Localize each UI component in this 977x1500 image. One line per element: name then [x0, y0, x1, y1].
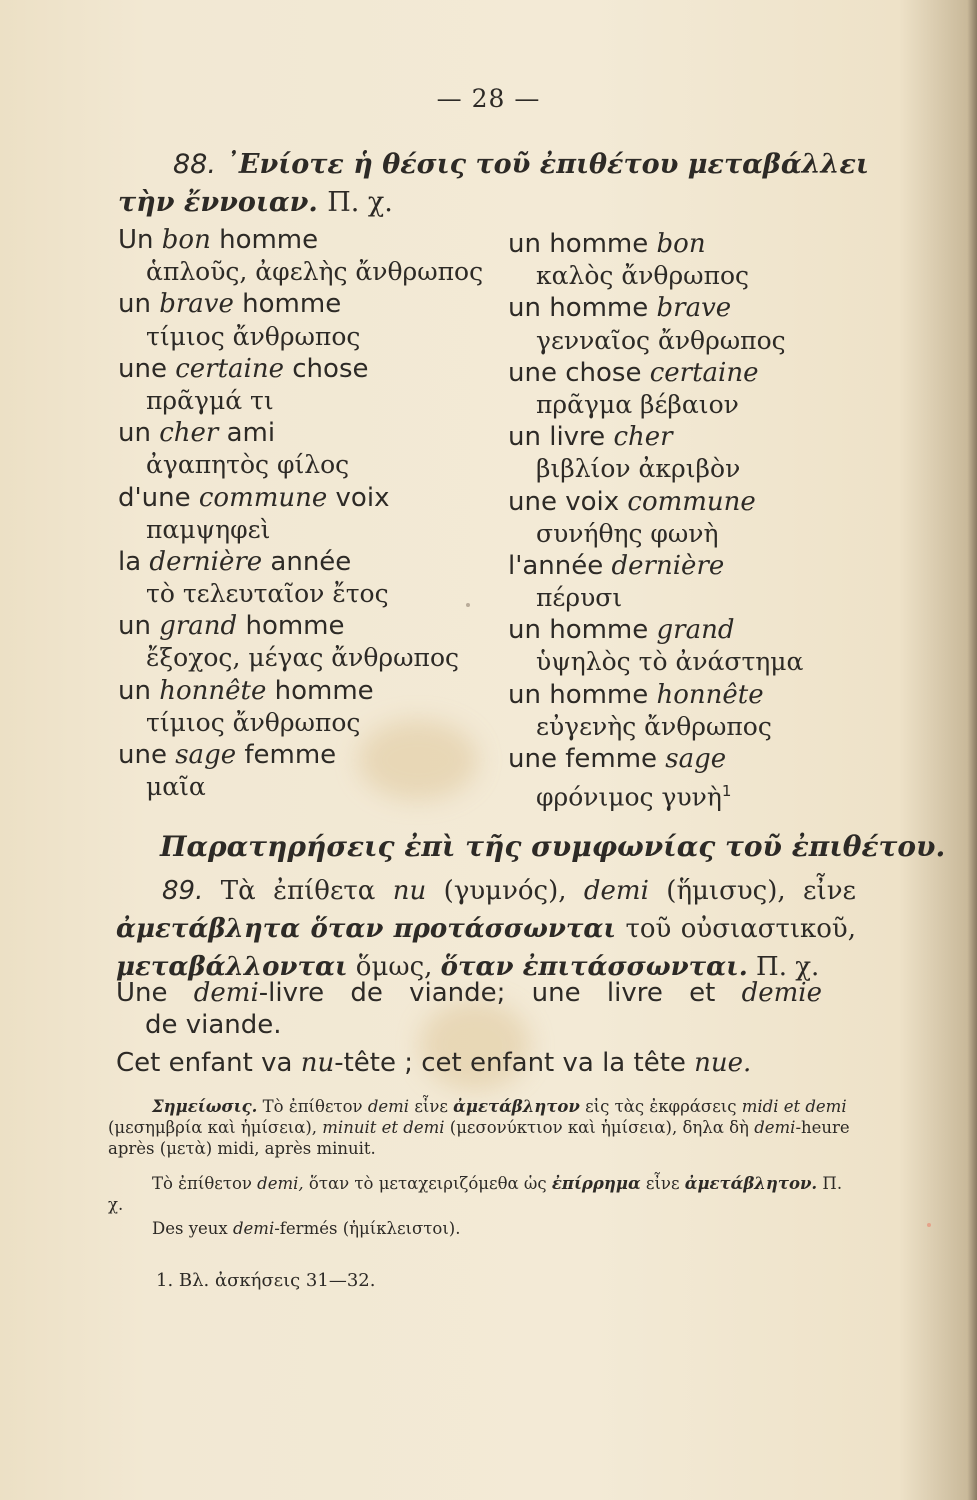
list-item: une sage femme	[118, 740, 337, 770]
list-item: ἁπλοῦς, ἀφελὴς ἄνθρωπος	[146, 257, 484, 287]
note-block: Σημείωσις. Τὸ ἐπίθετον demi εἶνε ἀμετάβλητον εἰς τὰς ἐκφράσεις midi et demi (μεσημβρία καὶ ἡμίσεια), minuit et demi (μεσονύκτιον καὶ ἡμίσεια), δηλα δὴ demi-heure après (μετὰ) midi, après minuit.	[108, 1097, 850, 1158]
speck	[927, 1223, 931, 1227]
list-item: τίμιος ἄνθρωπος	[146, 321, 361, 351]
list-item: πρᾶγμά τι	[146, 385, 274, 415]
list-item: συνήθης φωνὴ	[536, 518, 719, 548]
list-item: un homme bon	[508, 229, 706, 259]
list-item: εὐγενὴς ἄνθρωπος	[536, 711, 772, 741]
list-item: un honnête homme	[118, 675, 374, 706]
list-item: un cher ami	[118, 418, 276, 449]
list-item: un grand homme	[118, 611, 345, 642]
list-item: une certaine chose	[118, 353, 369, 384]
list-item: un homme brave	[508, 293, 732, 324]
list-item: la dernière année	[118, 546, 352, 577]
section-heading	[118, 146, 878, 222]
section-title: ᾽Ενίοτε ἡ θέσις τοῦ ἐπιθέτου μεταβάλλει τὴν ἔννοιαν.	[118, 149, 869, 218]
list-item: γενναῖος ἄνθρωπος	[536, 325, 786, 355]
footnote: 1. Βλ. ἀσκήσεις 31—32.	[156, 1270, 376, 1291]
list-item: τὸ τελευταῖον ἔτος	[146, 579, 389, 609]
list-item: φρόνιμος γυνὴ$^1$	[536, 782, 732, 812]
page-number: — 28 —	[436, 84, 541, 113]
list-item: ἔξοχος, μέγας ἄνθρωπος	[146, 643, 460, 673]
list-item: πρᾶγμα βέβαιον	[536, 389, 739, 419]
list-item: ὑψηλὸς τὸ ἀνάστημα	[536, 647, 804, 677]
list-item: παμψηφεὶ	[146, 514, 271, 544]
list-item: d'une commune voix	[118, 482, 390, 513]
list-item: Un bon homme	[118, 225, 319, 255]
note-block: Τὸ ἐπίθετον demi, ὅταν τὸ μεταχειριζόμεθα ὡς ἐπίρρημα εἶνε ἀμετάβλητον. Π. χ.	[108, 1174, 843, 1214]
list-item: βιβλίον ἀκριβὸν	[536, 454, 741, 484]
list-item: μαῖα	[146, 772, 206, 802]
example-line: Une demi-livre de viande; une livre et demie	[116, 978, 822, 1008]
list-item: un brave homme	[118, 289, 342, 320]
section-number: 88.	[173, 149, 216, 180]
footnote-marker: 1	[721, 782, 732, 801]
list-item: une femme sage	[508, 744, 727, 774]
subheading: Παρατηρήσεις ἐπὶ τῆς συμφωνίας τοῦ ἐπιθέτου.	[160, 830, 946, 863]
list-item: πέρυσι	[536, 583, 623, 613]
list-item: une chose certaine	[508, 357, 759, 388]
list-item: ἀγαπητὸς φίλος	[146, 450, 350, 480]
list-item: un homme grand	[508, 615, 735, 646]
example-abbr: Π. χ.	[327, 187, 393, 218]
list-item: une voix commune	[508, 486, 756, 517]
list-item: un livre cher	[508, 422, 673, 453]
list-item: καλὸς ἄνθρωπος	[536, 261, 750, 291]
right-column	[508, 228, 804, 812]
list-item: τίμιος ἄνθρωπος	[146, 707, 361, 737]
list-item: l'année dernière	[508, 550, 725, 581]
list-item: un homme honnête	[508, 679, 764, 710]
example-line: Cet enfant va nu-tête ; cet enfant va la tête nue.	[116, 1048, 752, 1078]
section-89-paragraph: 89. Τὰ ἐπίθετα nu (γυμνός), demi (ἥμισυς), εἶνε ἀμετάβλητα ὅταν προτάσσωνται τοῦ οὐσιαστικοῦ, μεταβάλλονται ὅμως, ὅταν ἐπιτάσσωνται. Π. χ.	[116, 876, 856, 982]
note-example: Des yeux demi-fermés (ἡμίκλειστοι).	[152, 1219, 461, 1238]
left-column	[118, 224, 483, 803]
example-line: de viande.	[145, 1010, 282, 1040]
